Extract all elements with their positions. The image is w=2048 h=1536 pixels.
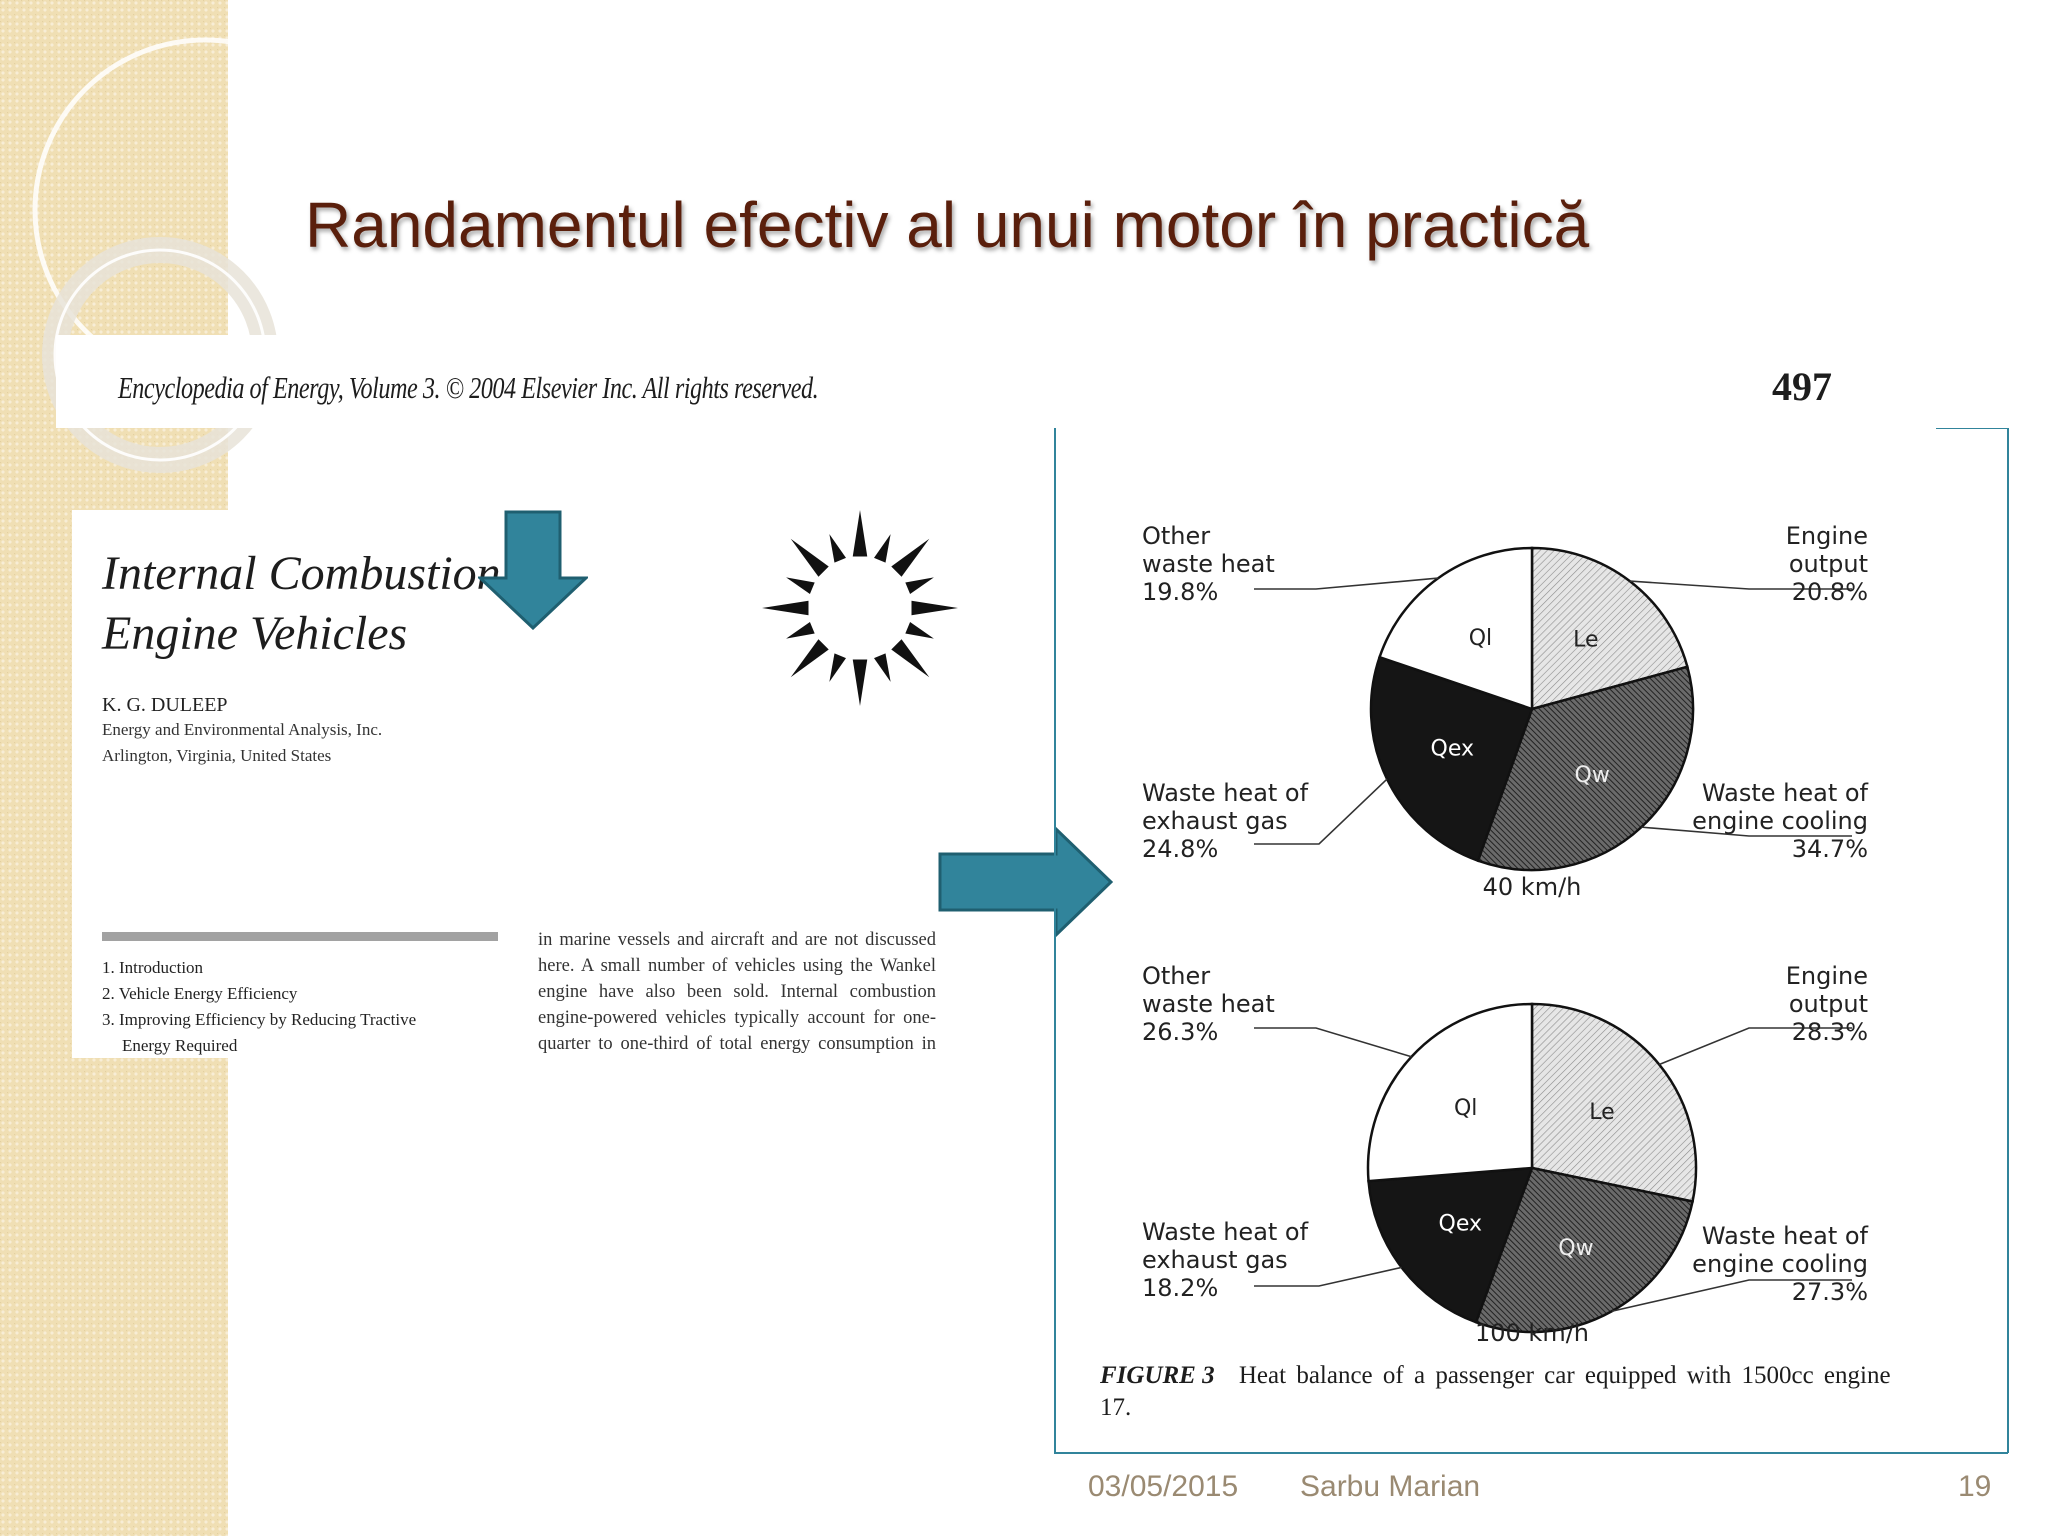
sun-ray [853, 659, 868, 706]
pie-leader-line [1254, 578, 1438, 589]
sun-ray [911, 601, 958, 616]
pie-slice-label: output [1788, 990, 1868, 1018]
pie-slice-label: waste heat [1142, 550, 1275, 578]
sun-ray [829, 653, 846, 682]
article-body-line-3: engine have also been sold. Internal combustion [538, 982, 936, 1002]
pie-slice-label: 18.2% [1142, 1274, 1219, 1302]
sun-ray [786, 577, 815, 594]
source-page-number: 497 [1772, 364, 1832, 409]
toc-item-1: 1. Introduction [102, 958, 204, 977]
article-title-line-1: Internal Combustion [102, 547, 501, 600]
pie-slice-label: 28.3% [1791, 1018, 1868, 1046]
sun-ray [829, 534, 846, 563]
toc-item-2: 2. Vehicle Energy Efficiency [102, 984, 298, 1003]
sun-ray [905, 622, 934, 639]
pie-speed-label: 40 km/h [1482, 873, 1582, 901]
figure-caption [1100, 1360, 1900, 1424]
pie-slice-code-label: Qex [1438, 1211, 1483, 1237]
sun-ray [762, 601, 809, 616]
sun-icon [760, 500, 960, 715]
pie-slice-label: Engine [1785, 962, 1868, 990]
pie-slice-label: 26.3% [1142, 1018, 1219, 1046]
footer-date: 03/05/2015 [1088, 1470, 1239, 1503]
pie-slice-label: Engine [1785, 522, 1868, 550]
pie-slice-code-label: Le [1573, 627, 1599, 653]
article-body-line-5: quarter to one-third of total energy consumption in [538, 1034, 936, 1054]
slide-title: Randamentul efectiv al unui motor în practică [305, 189, 1590, 261]
pie-slice-code-label: Ql [1453, 1095, 1478, 1121]
pie-slice-label: 27.3% [1791, 1278, 1868, 1306]
sun-ray [891, 539, 929, 577]
pie-slice-label: Waste heat of [1142, 779, 1309, 807]
pie-slice-label: engine cooling [1692, 807, 1868, 835]
pie-slice-label: 34.7% [1791, 835, 1868, 863]
sun-ray [874, 653, 891, 682]
toc-item-3-continued: Energy Required [122, 1036, 238, 1055]
article-body-line-1: in marine vessels and aircraft and are not discussed [538, 930, 936, 950]
sun-ray [791, 639, 829, 677]
sun-ray [905, 577, 934, 594]
pie-slice-code-label: Qw [1574, 762, 1610, 788]
footer-page-number: 19 [1958, 1470, 1992, 1503]
pie-slice-label: 24.8% [1142, 835, 1219, 863]
arrow-down-icon [478, 510, 588, 630]
figure-caption-label: FIGURE 3 [1100, 1362, 1215, 1389]
pie-slice-label: Waste heat of [1142, 1218, 1309, 1246]
article-affiliation-line-2: Arlington, Virginia, United States [102, 746, 332, 765]
figure-caption-text: Heat balance of a passenger car equipped with 1500cc engine 17. [1100, 1362, 1891, 1421]
pie-slice-code-label: Ql [1468, 626, 1493, 652]
sun-ray [853, 510, 868, 557]
pie-slice-label: 19.8% [1142, 578, 1219, 606]
article-divider [102, 932, 498, 941]
article-author: K. G. DULEEP [102, 694, 228, 716]
article-title-line-2: Engine Vehicles [102, 607, 408, 660]
article-body-line-2: here. A small number of vehicles using the Wankel [538, 956, 936, 976]
pie-slice-label: waste heat [1142, 990, 1275, 1018]
pie-slice-label: Waste heat of [1701, 1222, 1868, 1250]
pie-slice-label: engine cooling [1692, 1250, 1868, 1278]
pie-slice-ql [1368, 1004, 1532, 1181]
toc-item-3: 3. Improving Efficiency by Reducing Tractive [102, 1010, 417, 1029]
pie-slice-label: exhaust gas [1142, 1246, 1288, 1274]
pie-slice-label: Other [1142, 522, 1211, 550]
pie-slice-label: output [1788, 550, 1868, 578]
pie-slice-code-label: Qw [1558, 1235, 1594, 1261]
pie-slice-code-label: Qex [1430, 736, 1475, 762]
sun-ray [891, 639, 929, 677]
heat-balance-figure [1054, 428, 2009, 1454]
sun-ray [791, 539, 829, 577]
footer-author: Sarbu Marian [1300, 1470, 1481, 1503]
sun-ray [786, 622, 815, 639]
pie-slice-label: Waste heat of [1701, 779, 1868, 807]
sun-ray [874, 534, 891, 563]
pie-slice-label: 20.8% [1791, 578, 1868, 606]
pie-slice-code-label: Le [1589, 1100, 1615, 1126]
pie-leader-line [1254, 1028, 1411, 1057]
pie-slice-label: exhaust gas [1142, 807, 1288, 835]
pie-slice-label: Other [1142, 962, 1211, 990]
article-body-line-4: engine-powered vehicles typically account for one- [538, 1008, 936, 1028]
pie-speed-label: 100 km/h [1474, 1319, 1590, 1347]
article-affiliation-line-1: Energy and Environmental Analysis, Inc. [102, 720, 383, 739]
source-copyright: Encyclopedia of Energy, Volume 3. © 2004 Elsevier Inc. All rights reserved. [118, 370, 819, 405]
